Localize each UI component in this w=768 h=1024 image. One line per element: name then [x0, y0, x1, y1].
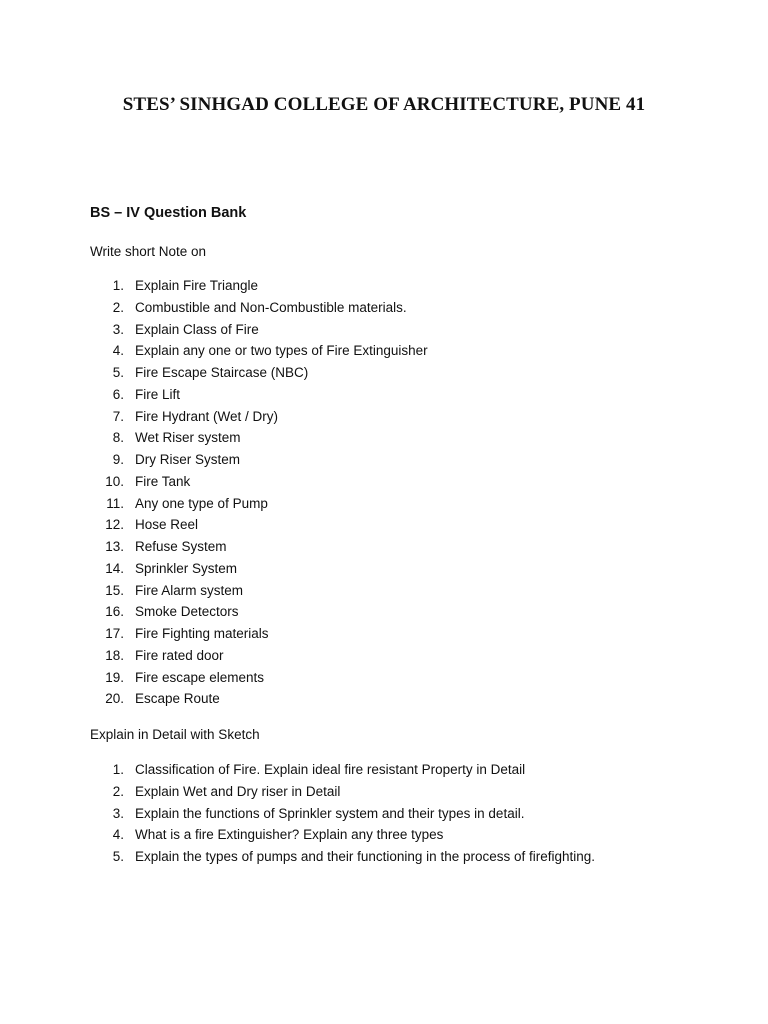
question-number: 16. — [105, 604, 124, 620]
question-number: 18. — [105, 647, 124, 663]
question-text: Combustible and Non-Combustible materials. — [135, 299, 407, 315]
question-item — [0, 849, 768, 871]
question-item — [0, 604, 768, 626]
question-number: 19. — [105, 669, 124, 685]
question-text: Fire rated door — [135, 647, 224, 663]
question-number: 15. — [105, 582, 124, 598]
question-item — [0, 517, 768, 539]
question-item — [0, 561, 768, 583]
question-number: 11. — [106, 495, 124, 511]
question-number: 13. — [105, 539, 124, 554]
question-number: 17. — [105, 626, 124, 641]
question-text: Escape Route — [135, 691, 220, 707]
question-text: Explain the types of pumps and their functioning in the process of firefighting. — [135, 849, 596, 865]
question-number: 3. — [112, 321, 124, 337]
question-text: Fire Tank — [135, 473, 191, 489]
question-item — [0, 430, 768, 452]
question-text: Sprinkler System — [135, 560, 238, 576]
question-text: Explain Class of Fire — [135, 321, 259, 337]
short-note-question-list — [0, 278, 768, 713]
question-text: Fire Hydrant (Wet / Dry) — [135, 408, 279, 424]
question-text: What is a fire Extinguisher? Explain any three types — [135, 827, 444, 843]
question-item — [0, 784, 768, 806]
short-note-heading: Write short Note on — [90, 244, 207, 259]
question-text: Any one type of Pump — [135, 495, 268, 511]
question-number: 1. — [112, 762, 124, 777]
question-number: 2. — [112, 783, 124, 799]
question-item — [0, 806, 768, 828]
question-text: Dry Riser System — [135, 452, 241, 467]
question-text: Fire Alarm system — [135, 582, 244, 598]
question-text: Smoke Detectors — [135, 604, 239, 620]
question-text: Explain the functions of Sprinkler system and their types in detail. — [135, 805, 525, 821]
question-text: Refuse System — [135, 539, 227, 554]
question-number: 6. — [112, 386, 124, 402]
question-text: Fire escape elements — [135, 669, 265, 685]
question-text: Fire Escape Staircase (NBC) — [135, 365, 309, 380]
question-item — [0, 496, 768, 518]
question-number: 14. — [105, 560, 124, 576]
question-text: Classification of Fire. Explain ideal fire resistant Property in Detail — [135, 762, 526, 777]
question-number: 4. — [112, 827, 124, 843]
question-number: 12. — [105, 517, 124, 533]
question-item — [0, 827, 768, 849]
question-text: Hose Reel — [135, 517, 199, 533]
question-item — [0, 452, 768, 474]
question-item — [0, 583, 768, 605]
question-text: Wet Riser system — [135, 430, 241, 446]
question-item — [0, 670, 768, 692]
question-text: Explain Fire Triangle — [135, 278, 259, 293]
detail-heading: Explain in Detail with Sketch — [90, 727, 260, 742]
question-item — [0, 691, 768, 713]
question-item — [0, 300, 768, 322]
question-number: 4. — [112, 343, 124, 359]
question-text: Fire Fighting materials — [135, 626, 269, 641]
question-number: 7. — [112, 408, 124, 424]
question-number: 8. — [112, 430, 124, 446]
college-title: STES’ SINHGAD COLLEGE OF ARCHITECTURE, PUNE 41 — [122, 94, 646, 115]
question-number: 20. — [105, 691, 124, 707]
question-number: 5. — [112, 365, 124, 380]
question-number: 5. — [112, 849, 124, 865]
question-number: 10. — [105, 473, 124, 489]
question-item — [0, 474, 768, 496]
question-item — [0, 365, 768, 387]
question-item — [0, 343, 768, 365]
question-number: 1. — [112, 278, 124, 293]
question-number: 9. — [112, 452, 124, 467]
question-item — [0, 762, 768, 784]
question-item — [0, 626, 768, 648]
question-item — [0, 278, 768, 300]
question-item — [0, 322, 768, 344]
question-number: 3. — [112, 805, 124, 821]
question-item — [0, 539, 768, 561]
question-text: Fire Lift — [135, 386, 181, 402]
question-bank-title: BS – IV Question Bank — [90, 205, 247, 221]
detail-question-list — [0, 762, 768, 871]
question-item — [0, 387, 768, 409]
question-number: 2. — [112, 299, 124, 315]
question-text: Explain any one or two types of Fire Extinguisher — [135, 343, 428, 359]
question-item — [0, 409, 768, 431]
question-text: Explain Wet and Dry riser in Detail — [135, 783, 341, 799]
question-item — [0, 648, 768, 670]
